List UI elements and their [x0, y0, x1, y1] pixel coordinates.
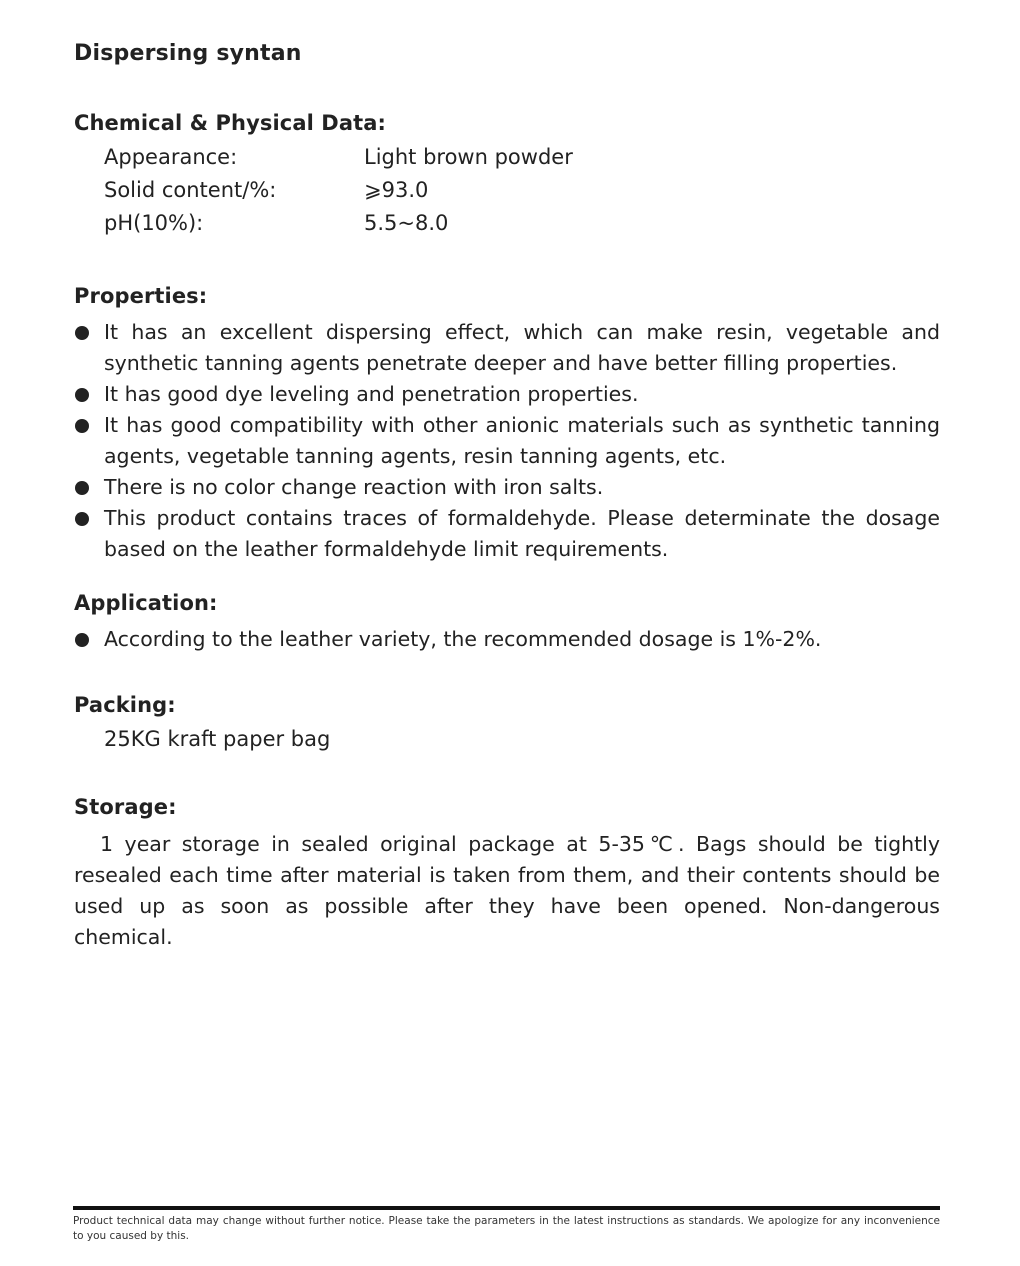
bullet-icon: [75, 512, 89, 526]
bullet-icon: [75, 419, 89, 433]
list-item-text: It has good dye leveling and penetration properties.: [104, 382, 639, 406]
document-title: Dispersing syntan: [74, 41, 302, 66]
bullet-icon: [75, 633, 89, 647]
list-item: [74, 472, 940, 503]
spec-value: Light brown powder: [364, 145, 573, 169]
spec-label: Solid content/%:: [104, 178, 277, 202]
spec-value: ⩾93.0: [364, 178, 429, 202]
spec-label: pH(10%):: [104, 211, 204, 235]
application-heading: Application:: [74, 591, 218, 615]
list-item: [74, 379, 940, 410]
list-item: [74, 503, 940, 565]
storage-text: 1 year storage in sealed original package at 5-35℃. Bags should be tightly resealed each time after material is taken from them, and their contents should be used up as soon as possible after they have been opened. Non-dangerous chemical.: [74, 832, 940, 949]
spec-label: Appearance:: [104, 145, 238, 169]
application-list: [74, 624, 940, 655]
footer-disclaimer: Product technical data may change without further notice. Please take the parameters in the latest instructions as standards. We apologize for any inconvenience to you caused by this.: [73, 1215, 940, 1242]
properties-heading: Properties:: [74, 284, 208, 308]
packing-text: 25KG kraft paper bag: [104, 727, 331, 751]
list-item: [74, 317, 940, 379]
storage-heading: Storage:: [74, 795, 177, 819]
list-item: [74, 624, 940, 655]
list-item-text: It has an excellent dispersing effect, which can make resin, vegetable and synthetic tanning agents penetrate deeper and have better filling properties.: [104, 320, 940, 375]
list-item-text: According to the leather variety, the recommended dosage is 1%-2%.: [104, 627, 822, 651]
bullet-icon: [75, 481, 89, 495]
chemical-physical-heading: Chemical & Physical Data:: [74, 111, 387, 135]
spec-value: 5.5~8.0: [364, 211, 449, 235]
packing-heading: Packing:: [74, 693, 176, 717]
footer-divider: [73, 1206, 940, 1210]
list-item: [74, 410, 940, 472]
bullet-icon: [75, 326, 89, 340]
properties-list: [74, 317, 940, 565]
list-item-text: This product contains traces of formaldehyde. Please determinate the dosage based on the leather formaldehyde limit requirements.: [104, 506, 940, 561]
list-item-text: There is no color change reaction with iron salts.: [104, 475, 604, 499]
bullet-icon: [75, 388, 89, 402]
list-item-text: It has good compatibility with other anionic materials such as synthetic tanning agents, vegetable tanning agents, resin tanning agents, etc.: [104, 413, 940, 468]
